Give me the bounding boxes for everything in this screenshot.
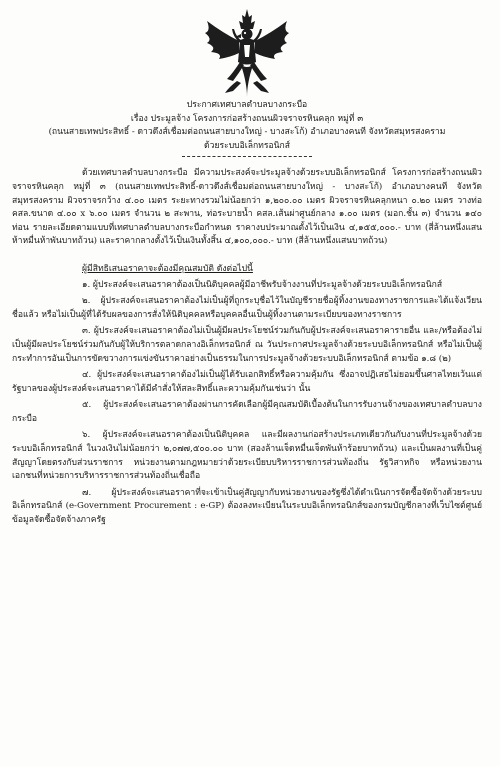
qualification-item: ๗. ผู้ประสงค์จะเสนอราคาที่จะเข้าเป็นคู่สัญญากับหน่วยงานของรัฐซึ่งได้ดำเนินการจัดซื้อจัดจ้างด้วยระบบอิเล็กทรอนิกส์ (e-Government Procurement : e-GP) ต้องลงทะเบียนในระบบอิเล็กทรอนิกส์ของกรมบัญชีกลางที่เว็บไซต์ศูนย์ข้อมูลจัดซื้อจัดจ้างภาครัฐ xyxy=(12,487,482,526)
qualification-item: ๕. ผู้ประสงค์จะเสนอราคาต้องผ่านการคัดเลือกผู้มีคุณสมบัติเบื้องต้นในการรับงานจ้างของเทศบาลตำบลบางกระบือ xyxy=(12,400,482,424)
qualification-item: ๑. ผู้ประสงค์จะเสนอราคาต้องเป็นนิติบุคคลผู้มีอาชีพรับจ้างงานที่ประมูลจ้างด้วยระบบอิเล็กทรอนิกส์ xyxy=(82,279,443,290)
document-header xyxy=(12,99,482,153)
announcement-title: ประกาศเทศบาลตำบลบางกระบือ xyxy=(186,100,308,110)
subject-line: เรื่อง ประมูลจ้าง โครงการก่อสร้างถนนผิวจราจรหินคลุก หมู่ที่ ๓ xyxy=(130,113,364,124)
qualification-item: ๖. ผู้ประสงค์จะเสนอราคาต้องเป็นนิติบุคคล และมีผลงานก่อสร้างประเภทเดียวกันกับงานที่ประมูลจ้างด้วยระบบอิเล็กทรอนิกส์ ในวงเงินไม่น้อยกว่า ๒,๐๗๗,๕๐๐.๐๐ บาท (สองล้านเจ็ดหมื่นเจ็ดพันห้าร้อยบาทถ้วน) และเป็นผลงานที่เป็นคู่สัญญาโดยตรงกับส่วนราชการ หน่วยงานตามกฎหมายว่าด้วยระเบียบบริหารราชการส่วนท้องถิ่น รัฐวิสาหกิจ หรือหน่วยงานเอกชนที่หน่วยการบริหารราชการส่วนท้องถิ่นเชื่อถือ xyxy=(12,430,482,482)
announcement-page xyxy=(0,7,500,766)
qualification-item: ๔. ผู้ประสงค์จะเสนอราคาต้องไม่เป็นผู้ได้รับเอกสิทธิ์หรือความคุ้มกัน ซึ่งอาจปฏิเสธไม่ยอมขึ้นศาลไทยเว้นแต่รัฐบาลของผู้ประสงค์จะเสนอราคาได้มีคำสั่งให้สละสิทธิ์และความคุ้มกันเช่นว่า นั้น xyxy=(12,370,482,394)
header-divider xyxy=(182,156,312,157)
intro-paragraph: ด้วยเทศบาลตำบลบางกระบือ มีความประสงค์จะประมูลจ้างด้วยระบบอิเล็กทรอนิกส์ โครงการก่อสร้างถนนผิวจราจรหินคลุก หมู่ที่ ๓ (ถนนสายเทพประสิทธิ์-ดาวดึงส์เชื่อมต่อถนนสายบางใหญ่ - บางสะโก้) อำเภอบางคนที จังหวัดสมุทรสงคราม ผิวจราจรกว้าง ๔.๐๐ เมตร ระยะทางรวมไม่น้อยกว่า ๑,๒๐๐.๐๐ เมตร ผิวจราจรหินคลุกหนา ๐.๒๐ เมตร วางท่อ คสล.ขนาด ๔.๐๐ x ๖.๐๐ เมตร จำนวน ๒ สะพาน, ท่อระบายน้ำ คสล.เส้นผ่าศูนย์กลาง ๑.๐๐ เมตร (มอก.ชั้น ๓) จำนวน ๑๔๐ ท่อน รายละเอียดตามแบบที่เทศบาลตำบลบางกระบือกำหนด ราคางบประมาณตั้งไว้เป็นเงิน ๔,๑๕๕,๐๐๐.- บาท (สี่ล้านหนึ่งแสนห้าหมื่นห้าพันบาทถ้วน) และราคากลางตั้งไว้เป็นเงินทั้งสิ้น ๔,๑๐๐,๐๐๐.- บาท (สี่ล้านหนึ่งแสนบาทถ้วน) xyxy=(12,168,482,247)
qualification-item: ๒. ผู้ประสงค์จะเสนอราคาต้องไม่เป็นผู้ที่ถูกระบุชื่อไว้ในบัญชีรายชื่อผู้ทิ้งงานของทางราชการและได้แจ้งเวียนชื่อแล้ว หรือไม่เป็นผู้ที่ได้รับผลของการสั่งให้นิติบุคคลหรือบุคคลอื่นเป็นผู้ทิ้งงานตามระเบียบของทางราชการ xyxy=(12,296,482,320)
qualification-item: ๓. ผู้ประสงค์จะเสนอราคาต้องไม่เป็นผู้มีผลประโยชน์ร่วมกันกับผู้ประสงค์จะเสนอราคารายอื่น และ/หรือต้องไม่เป็นผู้มีผลประโยชน์ร่วมกันกับผู้ให้บริการตลาดกลางอิเล็กทรอนิกส์ ณ วันประกาศประมูลจ้างด้วยระบบอิเล็กทรอนิกส์ หรือไม่เป็นผู้กระทำการอันเป็นการขัดขวางการแข่งขันราคาอย่างเป็นธรรมในการประมูลจ้างด้วยระบบอิเล็กทรอนิกส์ ตามข้อ ๑.๘ (๒) xyxy=(12,326,482,364)
garuda-emblem-icon xyxy=(199,7,295,99)
location-line: (ถนนสายเทพประสิทธิ์ - ดาวดึงส์เชื่อมต่อถนนสายบางใหญ่ - บางสะโก้) อำเภอบางคนที จังหวัดสมุทรสงคราม xyxy=(48,127,446,138)
qualifications-heading: ผู้มีสิทธิเสนอราคาจะต้องมีคุณสมบัติ ดังต่อไปนี้ xyxy=(82,263,253,274)
method-line: ด้วยระบบอิเล็กทรอนิกส์ xyxy=(204,140,290,151)
